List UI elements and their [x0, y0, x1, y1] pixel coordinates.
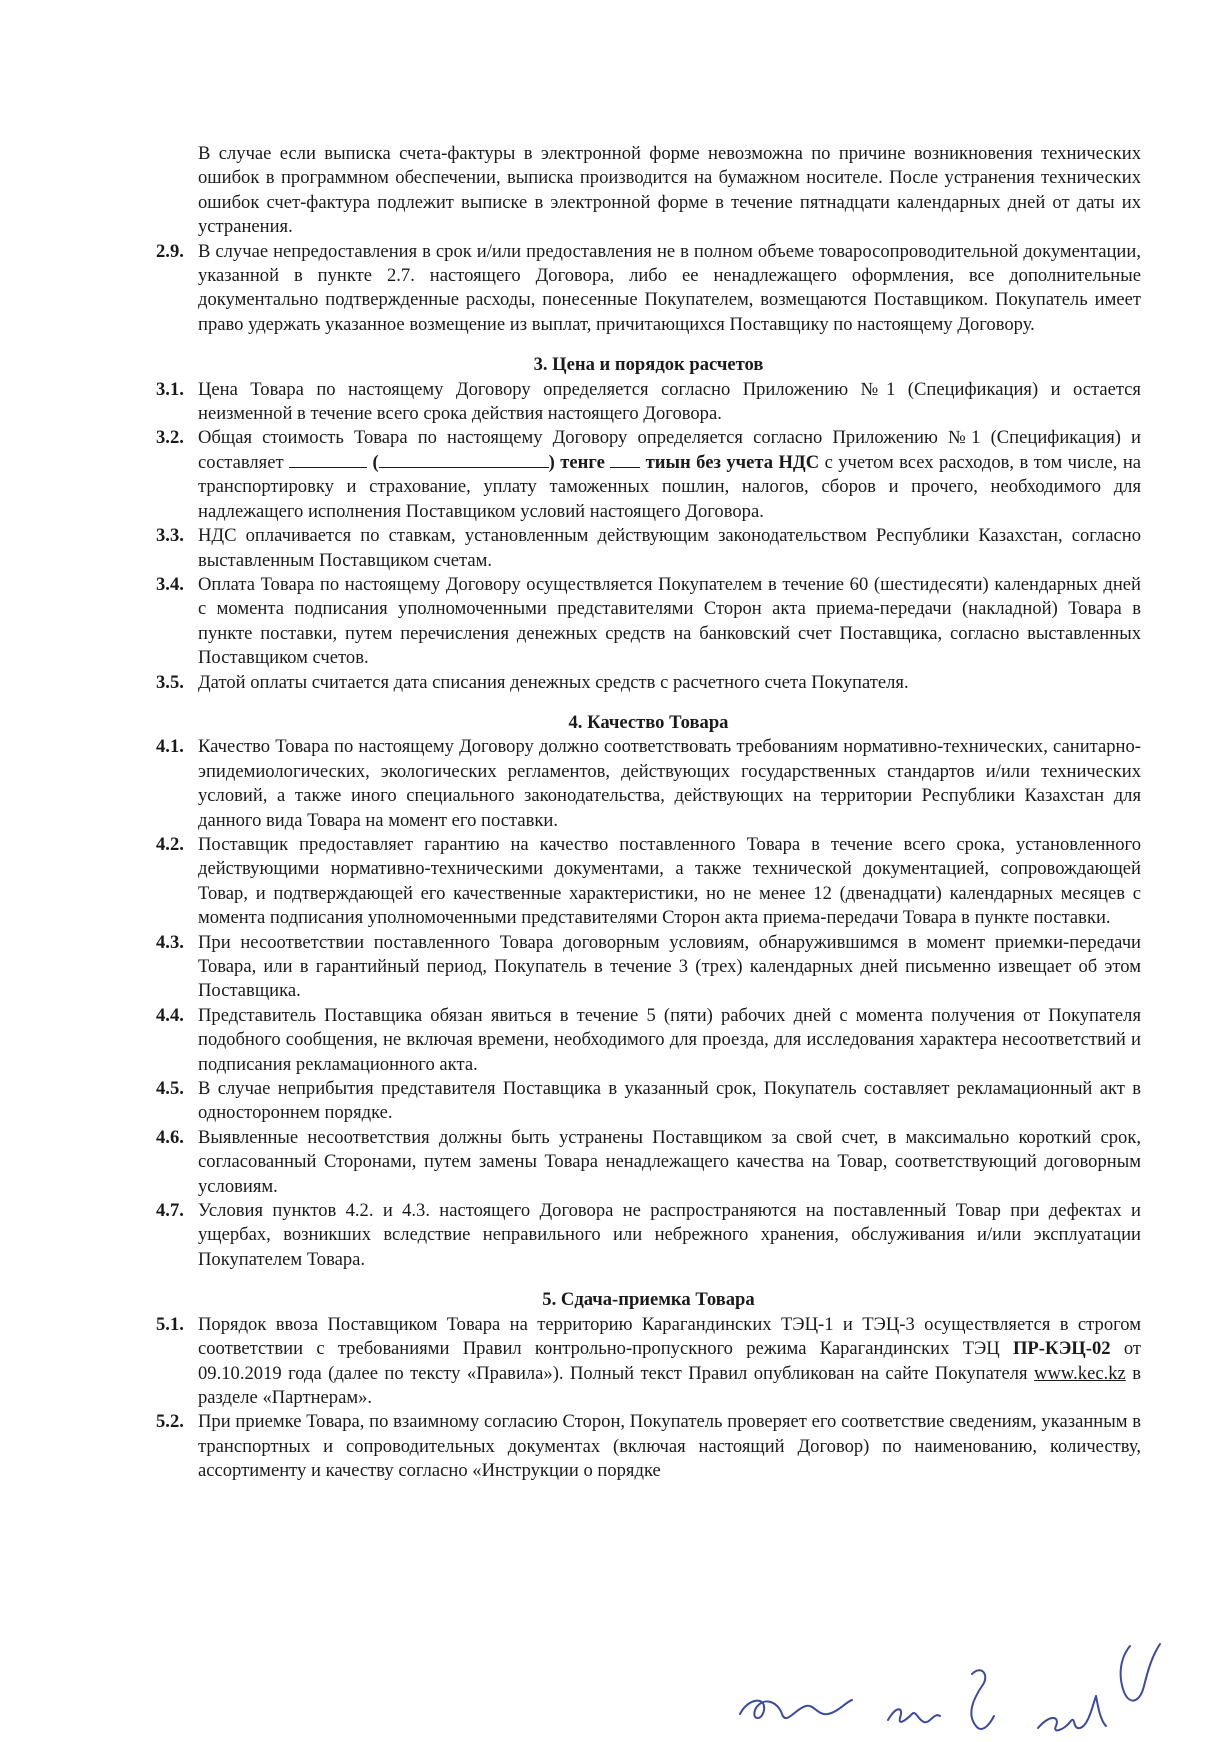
clause-text: Представитель Поставщика обязан явиться в течение 5 (пяти) рабочих дней с момента получения от Покупателя подобного сообщения, не включая времени, необходимого для проезда, для исследования характера несоответствий и подписания рекламационного акта. — [198, 1004, 1141, 1075]
amount-words-open: ( — [372, 451, 379, 473]
clause-number: 4.4. — [156, 1004, 184, 1026]
signature-3 — [971, 1670, 994, 1729]
clause-text — [198, 1313, 1141, 1411]
clause-number: 3.4. — [156, 573, 184, 595]
clause-number: 4.3. — [156, 931, 184, 953]
clause-number: 3.1. — [156, 378, 184, 400]
clause-text-part: Порядок ввоза Поставщиком Товара на территорию Карагандинских ТЭЦ-1 и ТЭЦ-3 осуществляется в строгом соответствии с требованиями Правил контрольно-пропускного режима Карагандинских ТЭЦ — [198, 1313, 1141, 1360]
currency-label: ) тенге — [548, 451, 605, 473]
clause-5-1 — [156, 1313, 1141, 1411]
clause-4-6 — [156, 1126, 1141, 1199]
clause-text: Поставщик предоставляет гарантию на качество поставленного Товара в течение всего срока, установленного действующими нормативно-техническими документами, а также технической документацией, сопровождающей Товар, и подтверждающей его качественные характеристики, но не менее 12 (двенадцати) календарных месяцев с момента подписания уполномоченными представителями Сторон акта приема-передачи Товара в пункте поставки. — [198, 833, 1141, 929]
clause-text: НДС оплачивается по ставкам, установленным действующим законодательством Республики Казахстан, согласно выставленным Поставщиком счетам. — [198, 525, 1141, 571]
clause-3-4 — [156, 573, 1141, 671]
clause-3-1 — [156, 378, 1141, 427]
clause-2-9 — [156, 240, 1141, 338]
signature-1 — [740, 1700, 852, 1718]
clause-text: Условия пунктов 4.2. и 4.3. настоящего Договора не распространяются на поставленный Товар при дефектах и ущербах, возникших вследствие неправильного или небрежного хранения, обслуживания и/или эксплуатации Покупателем Товара. — [198, 1200, 1141, 1270]
clause-3-2 — [156, 426, 1141, 524]
clause-text-part: с учетом всех расходов, в том числе, на транспортировку и страхование, уплату таможенных пошлин, налогов, сборов и прочего, необходимого для надлежащего исполнения Поставщиком условий настоящего Договора. — [198, 451, 1142, 522]
clause-number: 5.2. — [156, 1411, 184, 1433]
section-4-heading: 4. Качество Товара — [568, 711, 729, 733]
clause-text: Оплата Товара по настоящему Договору осуществляется Покупателем в течение 60 (шестидесяти) календарных дней с момента подписания уполномоченными представителями Сторон акта приема-передачи (накладной) Товара в пункте поставки, путем перечисления денежных средств на банковский счет Поставщика, согласно выставленных Поставщиком счетов. — [198, 573, 1141, 669]
document-body — [156, 142, 1141, 1484]
clause-4-2 — [156, 833, 1141, 931]
clause-4-7 — [156, 1199, 1141, 1272]
section-3-heading: 3. Цена и порядок расчетов — [533, 354, 764, 376]
section-5-heading: 5. Сдача-приемка Товара — [542, 1289, 755, 1311]
clause-text-part: в разделе «Партнерам». — [198, 1362, 1141, 1408]
amount-words-blank — [379, 451, 549, 468]
clause-text: При несоответствии поставленного Товара договорным условиям, обнаружившимся в момент приемки-передачи Товара, или в гарантийный период, Покупатель в течение 3 (трех) календарных дней письменно извещает об этом Поставщика. — [198, 931, 1141, 1002]
clause-text-part: Общая стоимость Товара по настоящему Договору определяется согласно Приложению №1 (Спецификация) и составляет — [198, 427, 1141, 473]
clause-text: Качество Товара по настоящему Договору должно соответствовать требованиям нормативно-технических, санитарно-эпидемиологических, экологических регламентов, действующих государственных стандартов и/или технических условий, а также иного специального законодательства, действующих на территории Республики Казахстан для данного вида Товара на момент его поставки. — [198, 736, 1141, 831]
clause-text: Датой оплаты считается дата списания денежных средств с расчетного счета Покупателя. — [198, 671, 909, 693]
clause-text: При приемке Товара, по взаимному согласию Сторон, Покупатель проверяет его соответствие сведениям, указанным в транспортных и сопроводительных документах (включая настоящий Договор) по наименованию, количеству, ассортименту и качеству согласно «Инструкции о порядке — [198, 1411, 1141, 1482]
clause-text: В случае непредоставления в срок и/или предоставления не в полном объеме товаросопроводительной документации, указанной в пункте 2.7. настоящего Договора, либо ее ненадлежащего оформления, все дополнительные документально подтвержденные расходы, понесенные Покупателем, возмещаются Поставщиком. Покупатель имеет право удержать указанное возмещение из выплат, причитающихся Поставщику по настоящему Договору. — [198, 240, 1141, 335]
clause-3-3 — [156, 524, 1141, 573]
clause-text: В случае неприбытия представителя Поставщика в указанный срок, Покупатель составляет рекламационный акт в одностороннем порядке. — [198, 1078, 1141, 1124]
signature-5 — [1121, 1644, 1160, 1701]
clause-3-5 — [156, 671, 1141, 695]
clause-text-part: от 09.10.2019 года (далее по тексту «Правила»). Полный текст Правил опубликован на сайте Покупателя — [198, 1338, 1142, 1384]
clause-4-4 — [156, 1004, 1141, 1077]
clause-4-1 — [156, 735, 1141, 833]
clause-number: 4.7. — [156, 1200, 184, 1222]
clause-text: Цена Товара по настоящему Договору определяется согласно Приложению №1 (Спецификация) и остается неизменной в течение всего срока действия настоящего Договора. — [198, 378, 1141, 425]
clause-number: 5.1. — [156, 1313, 184, 1335]
clause-5-2 — [156, 1410, 1141, 1483]
rules-code: ПР-КЭЦ-02 — [1012, 1338, 1111, 1360]
amount-blank — [289, 451, 367, 468]
clause-4-3 — [156, 931, 1141, 1004]
clause-number: 4.2. — [156, 833, 184, 855]
signature-4 — [1038, 1696, 1106, 1730]
clause-number: 4.5. — [156, 1078, 184, 1100]
clause-number: 4.1. — [156, 736, 184, 758]
tiyn-blank — [610, 451, 640, 468]
handwritten-signatures — [720, 1636, 1210, 1740]
clause-number: 4.6. — [156, 1126, 184, 1148]
clause-number: 3.2. — [156, 427, 184, 449]
clause-number: 3.3. — [156, 525, 184, 547]
intro-paragraph: В случае если выписка счета-фактуры в электронной форме невозможна по причине возникновения технических ошибок в программном обеспечении, выписка производится на бумажном носителе. После устранения технических ошибок счет-фактура подлежит выписке в электронной форме в течение пятнадцати календарных дней от даты их устранения. — [198, 143, 1141, 238]
clause-number: 2.9. — [156, 240, 184, 262]
vat-note: тиын без учета НДС — [645, 451, 820, 473]
signature-2 — [888, 1709, 940, 1722]
clause-number: 3.5. — [156, 671, 184, 693]
clause-text — [198, 426, 1141, 524]
clause-text: Выявленные несоответствия должны быть устранены Поставщиком за свой счет, в максимально короткий срок, согласованный Сторонами, путем замены Товара ненадлежащего качества на Товар, соответствующий договорным условиям. — [198, 1126, 1141, 1197]
website-link[interactable]: www.kec.kz — [1034, 1362, 1126, 1384]
clause-4-5 — [156, 1077, 1141, 1126]
